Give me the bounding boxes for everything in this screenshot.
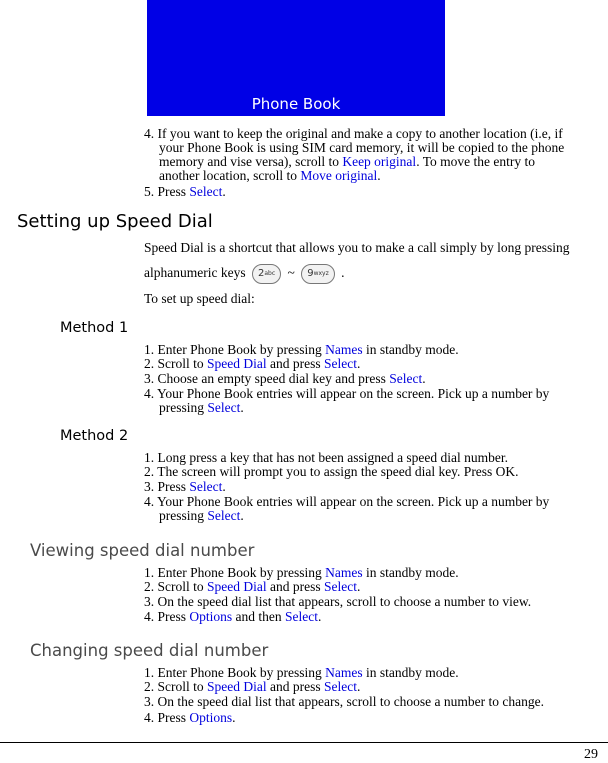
select-link[interactable]: Select bbox=[389, 371, 423, 386]
viewing-step-3: 3. On the speed dial list that appears, scroll to choose a number to view. bbox=[144, 594, 532, 609]
method1-step-2: 2. Scroll to Speed Dial and press Select. bbox=[144, 356, 361, 371]
select-link[interactable]: Select bbox=[324, 679, 357, 694]
select-link[interactable]: Select bbox=[207, 508, 241, 523]
setup-instructions: To set up speed dial: bbox=[144, 291, 255, 306]
key-9-icon: $9^{wxyz}$ bbox=[301, 264, 335, 284]
options-link[interactable]: Options bbox=[189, 710, 233, 725]
keep-original-link[interactable]: Keep original bbox=[342, 154, 417, 169]
method2-step-3: 3. Press Select. bbox=[144, 479, 226, 494]
viewing-step-4: 4. Press Options and then Select. bbox=[144, 609, 322, 624]
page-number: 29 bbox=[584, 747, 598, 762]
changing-step-2: 2. Scroll to Speed Dial and press Select. bbox=[144, 679, 361, 694]
select-link[interactable]: Select bbox=[285, 609, 319, 624]
step-keep-line-3: memory and vise versa), scroll to Keep original. To move the entry to bbox=[159, 154, 535, 169]
phone-book-banner bbox=[147, 0, 445, 116]
names-link[interactable]: Names bbox=[325, 665, 363, 680]
method1-step-4-line-2: pressing Select. bbox=[159, 400, 244, 415]
changing-step-1: 1. Enter Phone Book by pressing Names in standby mode. bbox=[144, 665, 459, 680]
method1-step-1: 1. Enter Phone Book by pressing Names in standby mode. bbox=[144, 342, 459, 357]
select-link[interactable]: Select bbox=[189, 184, 223, 199]
select-link[interactable]: Select bbox=[324, 356, 357, 371]
banner-title: Phone Book bbox=[251, 95, 341, 113]
viewing-speed-dial-heading: Viewing speed dial number bbox=[30, 541, 255, 560]
step-keep-line-1: 4. If you want to keep the original and make a copy to another location (i.e, if bbox=[144, 126, 563, 141]
step-keep-line-2: your Phone Book is using SIM card memory, it will be copied to the phone bbox=[159, 140, 565, 155]
step-press-select: 5. Press Select. bbox=[144, 184, 226, 199]
changing-step-4: 4. Press Options. bbox=[144, 710, 236, 725]
method2-step-4-line-2: pressing Select. bbox=[159, 508, 244, 523]
speed-dial-heading: Setting up Speed Dial bbox=[17, 211, 213, 232]
select-link[interactable]: Select bbox=[189, 479, 223, 494]
step-keep-line-4: another location, scroll to Move original. bbox=[159, 168, 381, 183]
speed-dial-link[interactable]: Speed Dial bbox=[207, 579, 267, 594]
speed-dial-link[interactable]: Speed Dial bbox=[207, 679, 267, 694]
changing-step-3: 3. On the speed dial list that appears, scroll to choose a number to change. bbox=[144, 694, 545, 709]
method1-step-3: 3. Choose an empty speed dial key and press Select. bbox=[144, 371, 426, 386]
names-link[interactable]: Names bbox=[325, 342, 363, 357]
method2-step-4-line-1: 4. Your Phone Book entries will appear on the screen. Pick up a number by bbox=[144, 494, 550, 509]
method-2-heading: Method 2 bbox=[60, 428, 129, 444]
method-1-heading: Method 1 bbox=[60, 320, 129, 336]
options-link[interactable]: Options bbox=[189, 609, 233, 624]
viewing-step-2: 2. Scroll to Speed Dial and press Select. bbox=[144, 579, 361, 594]
speed-dial-link[interactable]: Speed Dial bbox=[207, 356, 267, 371]
changing-speed-dial-heading: Changing speed dial number bbox=[30, 641, 269, 660]
names-link[interactable]: Names bbox=[325, 565, 363, 580]
speed-dial-intro-line-1: Speed Dial is a shortcut that allows you to make a call simply by long pressing bbox=[144, 240, 570, 255]
method2-step-1: 1. Long press a key that has not been assigned a speed dial number. bbox=[144, 450, 509, 465]
key-2-icon: $2^{abc}$ bbox=[252, 264, 281, 284]
method2-step-2: 2. The screen will prompt you to assign the speed dial key. Press OK. bbox=[144, 464, 519, 479]
method1-step-4-line-1: 4. Your Phone Book entries will appear on the screen. Pick up a number by bbox=[144, 386, 550, 401]
select-link[interactable]: Select bbox=[324, 579, 357, 594]
footer-divider bbox=[0, 742, 608, 743]
speed-dial-intro-line-2: alphanumeric keys $2^{abc}$ ~ $9^{wxyz}$ . bbox=[144, 264, 345, 284]
select-link[interactable]: Select bbox=[207, 400, 241, 415]
viewing-step-1: 1. Enter Phone Book by pressing Names in standby mode. bbox=[144, 565, 459, 580]
move-original-link[interactable]: Move original bbox=[300, 168, 378, 183]
